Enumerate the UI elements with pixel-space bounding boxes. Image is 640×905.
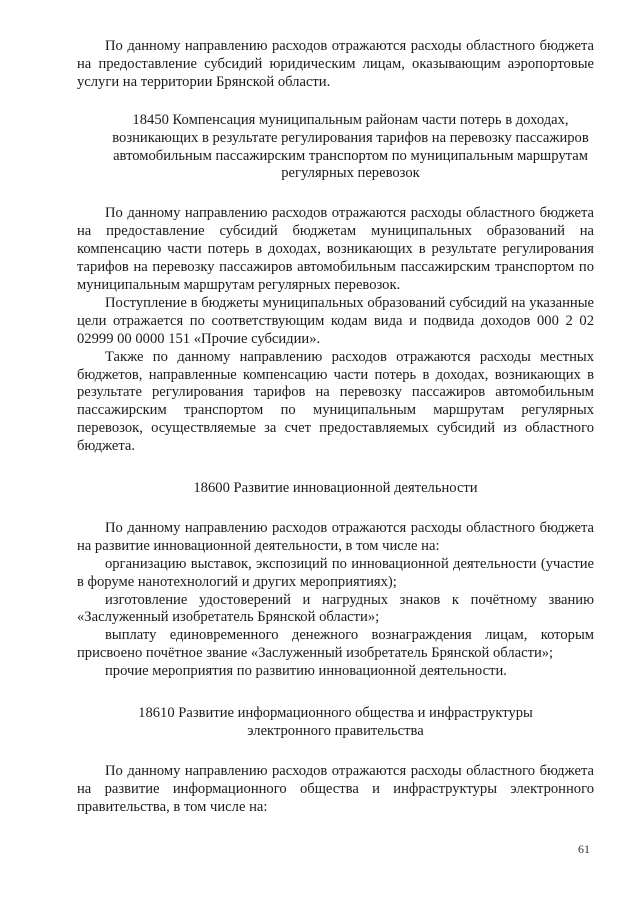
section-18600-paragraph-2: организацию выставок, экспозиций по инновационной деятельности (участие в форуме нанотехнологий и других мероприятиях); <box>77 555 594 590</box>
section-18610-paragraph-1: По данному направлению расходов отражаются расходы областного бюджета на развитие информационного общества и инфраструктуры электронного правительства, в том числе на: <box>77 762 594 815</box>
section-18600-paragraph-4: выплату единовременного денежного вознаграждения лицам, которым присвоено почётное звание «Заслуженный изобретатель Брянской области»; <box>77 627 594 662</box>
section-18600-paragraph-1: По данному направлению расходов отражаются расходы областного бюджета на развитие инновационной деятельности, в том числе на: <box>77 519 594 554</box>
section-18450-paragraph-1: По данному направлению расходов отражаются расходы областного бюджета на предоставление субсидий бюджетам муниципальных образований на компенсацию части потерь в доходах, возникающих в результате регулирования тарифов на перевозку пассажиров автомобильным пассажирским транспортом по муниципальным маршрутам регулярных перевозок. <box>77 205 594 293</box>
section-18600-paragraph-3: изготовление удостоверений и нагрудных знаков к почётному званию «Заслуженный изобретатель Брянской области»; <box>77 591 594 626</box>
section-18450-paragraph-2: Поступление в бюджеты муниципальных образований субсидий на указанные цели отражается по соответствующим кодам вида и подвида доходов 000 2 02 02999 00 0000 151 «Прочие субсидии». <box>77 294 594 347</box>
intro-paragraph: По данному направлению расходов отражаются расходы областного бюджета на предоставление субсидий юридическим лицам, оказывающим аэропортовые услуги на территории Брянской области. <box>77 38 594 90</box>
section-18450-heading: 18450 Компенсация муниципальным районам части потерь в доходах, возникающих в результате регулирования тарифов на перевозку пассажиров автомобильным пассажирским транспортом по муниципальным маршрутам регулярных перевозок <box>112 111 589 182</box>
section-18610-heading-line-1: 18610 Развитие информационного общества и инфраструктуры <box>138 705 533 722</box>
section-18600-heading: 18600 Развитие инновационной деятельности <box>193 480 478 497</box>
section-18610-heading-line-2: электронного правительства <box>247 723 424 739</box>
page-number: 61 <box>578 842 590 856</box>
section-18610-heading <box>77 705 594 741</box>
section-18600-paragraph-5: прочие мероприятия по развитию инновационной деятельности. <box>105 663 507 680</box>
document-page <box>77 38 594 817</box>
section-18450-paragraph-3: Также по данному направлению расходов отражаются расходы местных бюджетов, направленные компенсацию части потерь в доходах, возникающих в результате регулирования тарифов на перевозку пассажиров автомобильным пассажирским транспортом по муниципальным маршрутам регулярных перевозок, осуществляемые за счет предоставляемых субсидий из областного бюджета. <box>77 348 594 455</box>
